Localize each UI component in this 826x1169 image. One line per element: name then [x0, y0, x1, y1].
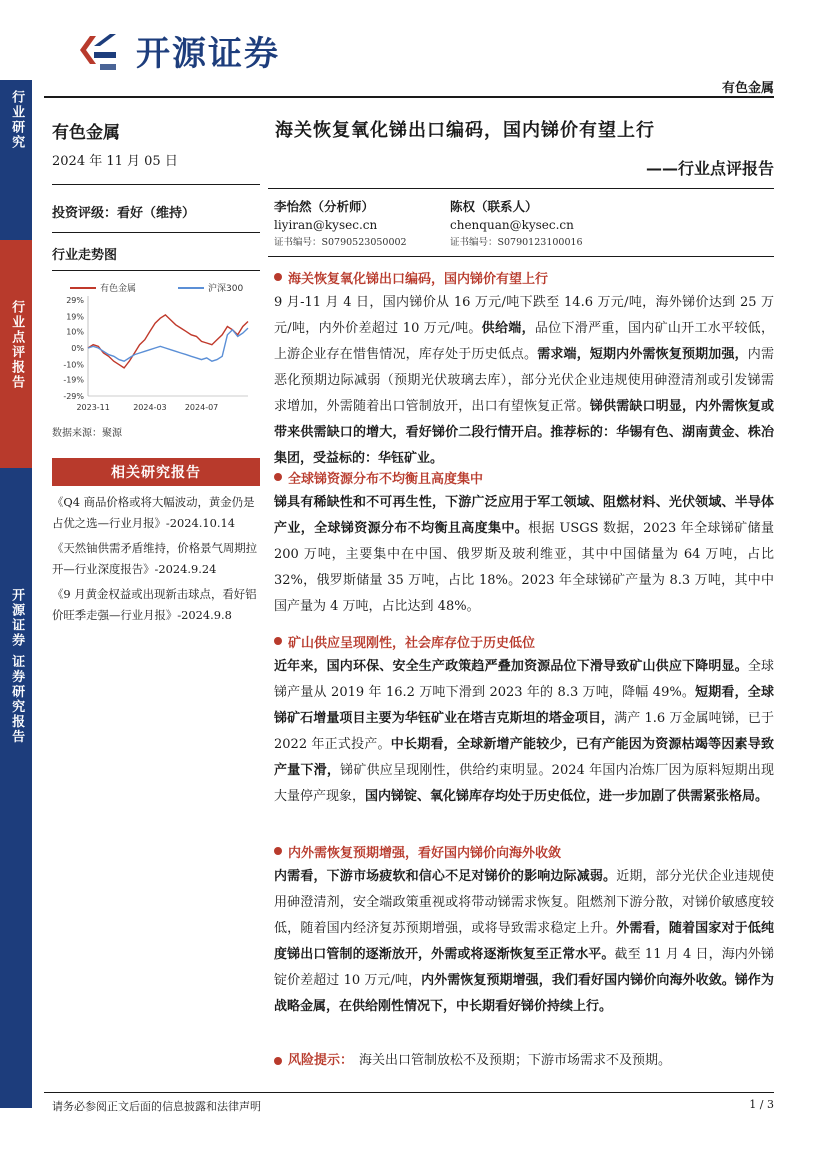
contact-name: 陈权（联系人）: [450, 199, 538, 214]
logo-mark-icon: [74, 28, 126, 72]
risk-label: 风险提示：: [288, 1053, 354, 1068]
text-run: 截至 11 月 4 日，海内外锑锭价差超过 10 万元/吨，: [274, 947, 774, 988]
related-report-link[interactable]: 《9 月黄金权益或出现新击球点，看好铝价旺季走强—行业月报》-2024.9.8: [52, 587, 257, 622]
side-tab-report-type: 行业点评报告: [0, 240, 32, 468]
divider: [52, 270, 260, 271]
section-heading: 矿山供应呈现刚性，社会库存位于历史低位: [274, 630, 774, 652]
text-run: 内需恶化预期边际减弱（预期光伏玻璃去库），部分光伏企业违规使用砷澄清剂或引发锑需求增加，外需随着出口管制放开，出口有望恢复正常。: [274, 347, 774, 414]
analyst-email[interactable]: liyiran@kysec.cn: [274, 218, 378, 232]
y-tick-label: 0%: [71, 344, 84, 353]
analyst-card: [274, 198, 407, 252]
section-paragraph: [274, 290, 774, 472]
section-paragraph: [274, 864, 774, 1020]
text-run: 满产 1.6 万金属吨锑，已于 2022 年正式投产。: [274, 711, 774, 752]
text-run: 9 月-11 月 4 日，国内锑价从 16 万元/吨下跌至 14.6 万元/吨，海外锑价达到 25 万元/吨，内外价差超过 10 万元/吨。: [274, 295, 774, 336]
contact-card: [450, 198, 583, 252]
bold-text-run: 中长期看，全球新增产能较少，已有产能因为资源枯竭等因素导致产量下滑，: [274, 737, 774, 778]
y-tick-label: 10%: [66, 327, 84, 337]
page-number: 1 / 3: [749, 1098, 774, 1111]
risk-notice: [274, 1050, 774, 1072]
text-run: 根据 USGS 数据，2023 年全球锑矿储量 200 万吨，主要集中在中国、俄罗斯及玻利维亚，其中中国储量为 64 万吨，占比 32%，俄罗斯储量 35 万吨，占比 18%。2023 年全球锑矿产量为 8.3 万吨，其中中国产量为 4 万吨，占比达到 48%。: [274, 521, 774, 614]
text-run: 品位下滑严重，国内矿山开工水平较低，上游企业存在惜售情况，库存处于历史低点。: [274, 321, 774, 362]
sector-title: 有色金属: [52, 123, 120, 143]
header-divider: [44, 96, 774, 98]
related-reports-header: 相关研究报告: [52, 458, 260, 486]
section-heading: 海关恢复氧化锑出口编码，国内锑价有望上行: [274, 266, 774, 288]
bullet-icon: [274, 473, 282, 481]
section-2: [274, 466, 774, 620]
section-heading: 内外需恢复预期增强，看好国内锑价向海外收敛: [274, 840, 774, 862]
series-line: [88, 315, 248, 368]
side-tab-company: 开源证券 证券研究报告: [0, 468, 32, 1108]
y-tick-label: 19%: [66, 312, 84, 322]
company-logo: [74, 26, 280, 74]
x-tick-label: 2023-11: [76, 403, 110, 412]
bold-text-run: 需求端，短期内外需恢复预期加强，: [537, 347, 748, 362]
section-paragraph: [274, 490, 774, 620]
legend-label: 有色金属: [100, 284, 137, 294]
related-report-link[interactable]: 《天然铀供需矛盾维持，价格景气周期拉开—行业深度报告》-2024.9.24: [52, 541, 258, 576]
report-type: ——行业点评报告: [645, 159, 774, 178]
bullet-icon: [274, 637, 282, 645]
risk-text: 海关出口管制放松不及预期；下游市场需求不及预期。: [359, 1053, 672, 1068]
contact-email[interactable]: chenquan@kysec.cn: [450, 218, 574, 232]
bullet-icon: [274, 273, 282, 281]
section-heading: 全球锑资源分布不均衡且高度集中: [274, 466, 774, 488]
section-paragraph: [274, 654, 774, 810]
text-run: 近期，部分光伏企业违规使用砷澄清剂，安全端政策重视或将带动锑需求恢复。阻燃剂下游分散，对锑价敏感度较低，随着国内经济复苏预期增强，或将导致需求稳定上升。: [274, 869, 774, 936]
divider: [52, 232, 260, 233]
logo-text: 开源证券: [136, 33, 280, 74]
bold-text-run: 短期看，全球锑矿石增量项目主要为华钰矿业在塔吉克斯坦的塔金项目，: [274, 685, 774, 726]
industry-trend-chart: [52, 276, 260, 416]
text-run: 锑矿供应呈现刚性，供给约束明显。2024 年国内冶炼厂因为原料短期出现大量停产现象，: [274, 763, 774, 804]
x-tick-label: 2024-07: [184, 403, 219, 412]
divider: [52, 184, 260, 185]
footer-disclaimer: 请务必参阅正文后面的信息披露和法律声明: [52, 1100, 261, 1113]
analyst-cert: 证书编号：S0790523050002: [274, 237, 407, 248]
divider: [268, 188, 774, 189]
related-report-link[interactable]: 《Q4 商品价格或将大幅波动，黄金仍是占优之选—行业月报》-2024.10.14: [52, 495, 255, 530]
footer-divider: [44, 1092, 774, 1093]
contact-cert: 证书编号：S0790123100016: [450, 237, 583, 248]
report-title: 海关恢复氧化锑出口编码，国内锑价有望上行: [275, 120, 655, 141]
y-tick-label: -19%: [63, 375, 84, 385]
investment-rating: 投资评级：看好（维持）: [52, 206, 196, 221]
bold-text-run: 内需看，下游市场疲软和信心不足对锑价的影响边际减弱。: [274, 869, 617, 884]
analyst-name: 李怡然（分析师）: [274, 199, 375, 214]
bullet-icon: [274, 1057, 282, 1065]
related-reports-list: [52, 492, 260, 630]
header-sector: 有色金属: [721, 81, 774, 96]
trend-chart-svg: [52, 276, 260, 416]
report-date: 2024 年 11 月 05 日: [52, 154, 178, 169]
bold-text-run: 供给端，: [481, 321, 535, 336]
text-run: 全球锑产量从 2019 年 16.2 万吨下滑到 2023 年的 8.3 万吨，降幅 49%。: [274, 659, 774, 700]
legend-label: 沪深300: [208, 284, 244, 294]
divider: [268, 256, 774, 257]
bullet-icon: [274, 847, 282, 855]
bold-text-run: 内外需恢复预期增强，我们看好国内锑价向海外收敛。锑作为战略金属，在供给刚性情况下，中长期看好锑价持续上行。: [274, 973, 774, 1014]
trend-chart-title: 行业走势图: [52, 248, 118, 263]
side-tab-industry-research: 行业研究: [0, 80, 32, 240]
bold-text-run: 外需看，随着国家对于低纯度锑出口管制的逐渐放开，外需或将逐渐恢复至正常水平。: [274, 921, 774, 962]
section-3: [274, 630, 774, 810]
x-tick-label: 2024-03: [133, 403, 167, 412]
bold-text-run: 锑供需缺口明显，内外需恢复或带来供需缺口的增大，看好锑价二段行情开启。推荐标的：华锡有色、湖南黄金、株冶集团，受益标的：华钰矿业。: [274, 399, 774, 466]
data-source: 数据来源：聚源: [52, 428, 122, 439]
section-4: [274, 840, 774, 1020]
bold-text-run: 锑具有稀缺性和不可再生性，下游广泛应用于军工领域、阻燃材料、光伏领域、半导体产业，全球锑资源分布不均衡且高度集中。: [274, 495, 774, 536]
y-tick-label: 29%: [66, 296, 84, 305]
bold-text-run: 近年来，国内环保、安全生产政策趋严叠加资源品位下滑导致矿山供应下降明显。: [274, 659, 748, 674]
y-tick-label: -10%: [63, 360, 84, 370]
section-1: [274, 266, 774, 472]
y-tick-label: -29%: [63, 392, 84, 401]
bold-text-run: 国内锑锭、氧化锑库存均处于历史低位，进一步加剧了供需紧张格局。: [365, 789, 769, 804]
